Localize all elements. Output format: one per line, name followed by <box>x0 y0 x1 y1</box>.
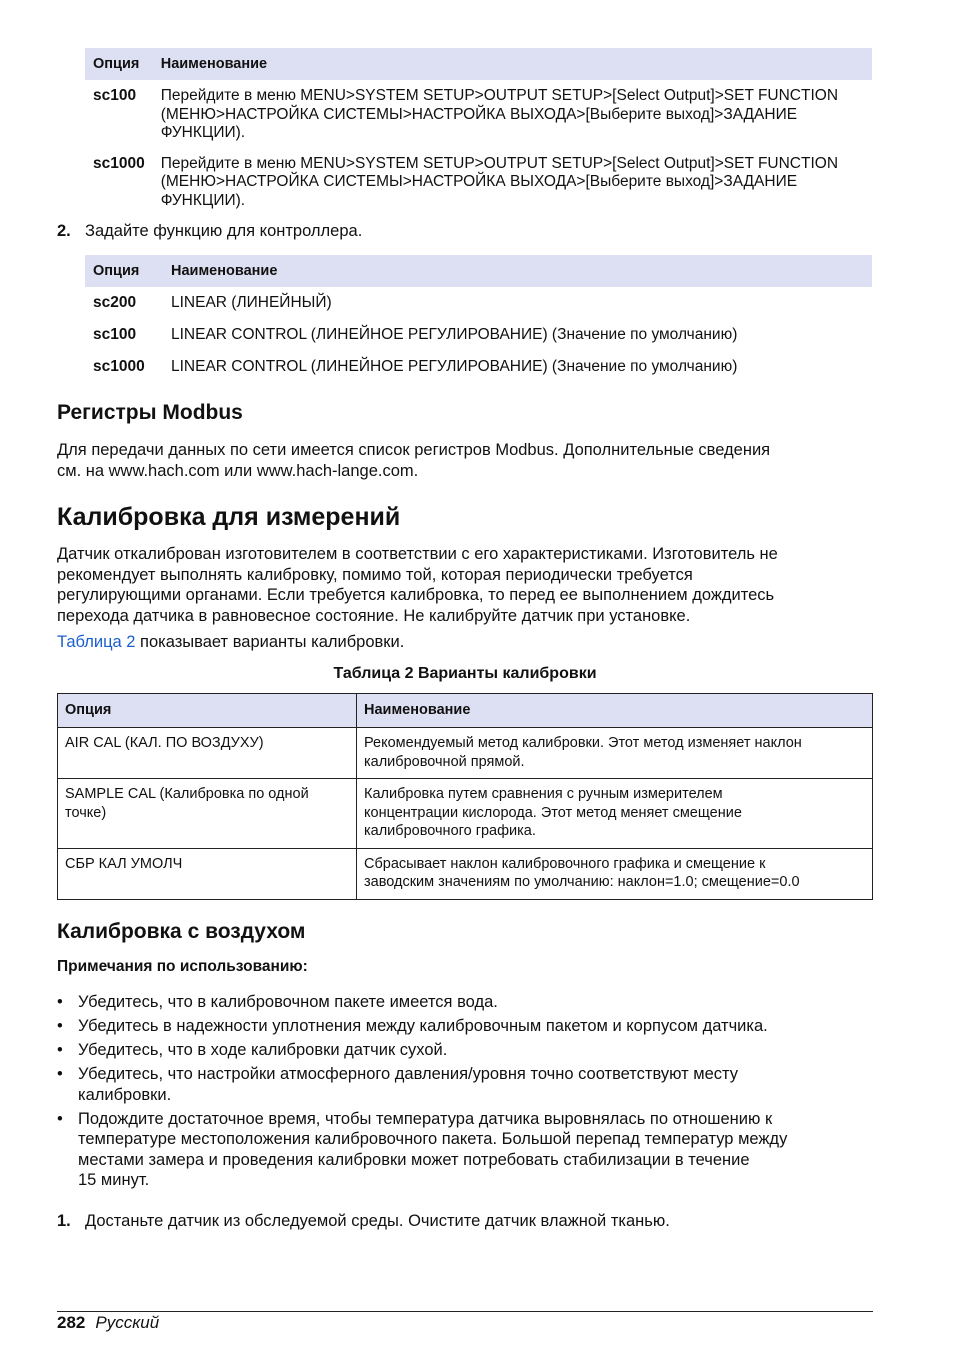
column-header-option: Опция <box>58 694 357 728</box>
option-cell: sc1000 <box>93 357 145 375</box>
description-line: Перейдите в меню MENU>SYSTEM SETUP>OUTPUT SETUP>[Select Output]>SET FUNCTION <box>160 154 839 172</box>
paragraph-line: регулирующими органами. Если требуется калибровка, то перед ее выполнением дождитесь <box>57 586 775 604</box>
value-cell: LINEAR (ЛИНЕЙНЫЙ) <box>171 293 332 311</box>
notes-title: Примечания по использованию: <box>57 958 308 975</box>
step-1 <box>57 1212 670 1231</box>
list-item <box>57 1064 869 1105</box>
option-cell <box>58 848 357 899</box>
cell-line: концентрации кислорода. Этот метод меняет смещение <box>364 804 742 821</box>
step-text: Задайте функцию для контроллера. <box>85 222 363 240</box>
cell-line: Калибровка путем сравнения с ручным измерителем <box>364 786 723 802</box>
description-line: Перейдите в меню MENU>SYSTEM SETUP>OUTPUT SETUP>[Select Output]>SET FUNCTION <box>160 87 839 104</box>
table-row <box>58 848 873 899</box>
option-cell: sc100 <box>93 325 137 343</box>
list-item <box>57 1109 869 1191</box>
table-header-row <box>58 694 873 728</box>
calibration-heading: Калибровка для измерений <box>57 503 401 531</box>
table-row <box>58 779 873 849</box>
option-cell <box>58 779 357 849</box>
description-cell <box>153 155 872 211</box>
description-cell <box>357 728 873 779</box>
option-cell: sc200 <box>93 293 137 311</box>
column-header-name: Наименование <box>357 694 873 728</box>
step-text: Достаньте датчик из обследуемой среды. Очистите датчик влажной тканью. <box>85 1212 670 1230</box>
output-setup-table <box>85 48 872 210</box>
usage-notes-list <box>57 992 869 1194</box>
description-cell <box>357 848 873 899</box>
value-cell: LINEAR CONTROL (ЛИНЕЙНОЕ РЕГУЛИРОВАНИЕ) (Значение по умолчанию) <box>171 357 738 375</box>
option-cell <box>58 728 357 779</box>
table-row <box>85 319 872 351</box>
footer-divider <box>57 1311 873 1312</box>
note-line: 15 минут. <box>78 1171 150 1189</box>
column-header-option: Опция <box>85 48 153 80</box>
list-item <box>57 992 869 1013</box>
table-row <box>85 80 872 155</box>
description-line: ФУНКЦИИ). <box>160 124 246 141</box>
table-2-link[interactable]: Таблица 2 <box>57 633 136 651</box>
note-line: • Подождите достаточное время, чтобы температура датчика выровнялась по отношению к <box>78 1109 773 1128</box>
cell-line: заводским значениям по умолчанию: наклон=1.0; смещение=0.0 <box>364 874 800 890</box>
cell-line: СБР КАЛ УМОЛЧ <box>65 855 183 872</box>
note-line: • Убедитесь, что в ходе калибровки датчик сухой. <box>78 1041 448 1059</box>
note-line: местами замера и проведения калибровки может потребовать стабилизации в течение <box>78 1150 750 1169</box>
reference-text: показывает варианты калибровки. <box>135 633 405 651</box>
column-header-option: Опция <box>85 255 163 287</box>
cell-line: калибровочной прямой. <box>364 753 525 770</box>
option-cell: sc100 <box>93 87 137 104</box>
cell-line: Сбрасывает наклон калибровочного графика и смещение к <box>364 855 766 872</box>
cell-line: точке) <box>65 804 107 821</box>
list-item <box>57 1016 869 1037</box>
table-row <box>85 287 872 319</box>
footer-language: Русский <box>95 1313 160 1332</box>
table-header-row <box>85 48 872 80</box>
description-line: (МЕНЮ>НАСТРОЙКА СИСТЕМЫ>НАСТРОЙКА ВЫХОДА>[Выберите выход]>ЗАДАНИЕ <box>160 105 798 123</box>
step-2 <box>57 222 362 241</box>
modbus-paragraph <box>57 440 867 481</box>
function-table <box>85 255 872 383</box>
cell-line: SAMPLE CAL (Калибровка по одной <box>65 786 309 802</box>
paragraph-line: см. на www.hach.com или www.hach-lange.com. <box>57 461 419 480</box>
note-line: калибровки. <box>78 1085 172 1104</box>
note-line: • Убедитесь, что настройки атмосферного давления/уровня точно соответствуют месту <box>78 1065 739 1083</box>
description-cell <box>153 80 872 155</box>
table-row <box>85 351 872 383</box>
paragraph-line: Датчик откалиброван изготовителем в соответствии с его характеристиками. Изготовитель не <box>57 545 778 563</box>
cell-line: калибровочного графика. <box>364 823 536 839</box>
table-reference <box>57 632 867 653</box>
note-line: температуре местоположения калибровочного пакета. Большой перепад температур между <box>78 1130 788 1148</box>
table-row <box>85 155 872 211</box>
step-number: 1. <box>57 1212 71 1230</box>
table-row <box>58 728 873 779</box>
list-item <box>57 1040 869 1061</box>
option-cell: sc1000 <box>93 154 145 172</box>
note-line: • Убедитесь в надежности уплотнения между калибровочным пакетом и корпусом датчика. <box>78 1017 768 1035</box>
calibration-paragraph <box>57 544 867 626</box>
step-number: 2. <box>57 222 71 240</box>
air-cal-heading: Калибровка с воздухом <box>57 920 306 943</box>
paragraph-line: Для передачи данных по сети имеется список регистров Modbus. Дополнительные сведения <box>57 441 771 459</box>
cell-line: AIR CAL (КАЛ. ПО ВОЗДУХУ) <box>65 735 264 751</box>
description-line: ФУНКЦИИ). <box>160 191 246 209</box>
table-caption: Таблица 2 Варианты калибровки <box>333 665 597 682</box>
page-footer <box>57 1313 159 1333</box>
note-line: • Убедитесь, что в калибровочном пакете имеется вода. <box>78 993 498 1011</box>
calibration-options-table <box>57 693 873 900</box>
paragraph-line: перехода датчика в равновесное состояние. Не калибруйте датчик при установке. <box>57 606 691 625</box>
description-line: (МЕНЮ>НАСТРОЙКА СИСТЕМЫ>НАСТРОЙКА ВЫХОДА>[Выберите выход]>ЗАДАНИЕ <box>160 173 798 190</box>
paragraph-line: рекомендует выполнять калибровку, помимо той, которая периодически требуется <box>57 565 693 584</box>
value-cell: LINEAR CONTROL (ЛИНЕЙНОЕ РЕГУЛИРОВАНИЕ) (Значение по умолчанию) <box>171 325 738 343</box>
column-header-name: Наименование <box>153 48 872 80</box>
description-cell <box>357 779 873 849</box>
cell-line: Рекомендуемый метод калибровки. Этот метод изменяет наклон <box>364 735 802 751</box>
table-header-row <box>85 255 872 287</box>
column-header-name: Наименование <box>163 255 872 287</box>
modbus-heading: Регистры Modbus <box>57 401 243 424</box>
page-number: 282 <box>57 1313 86 1332</box>
